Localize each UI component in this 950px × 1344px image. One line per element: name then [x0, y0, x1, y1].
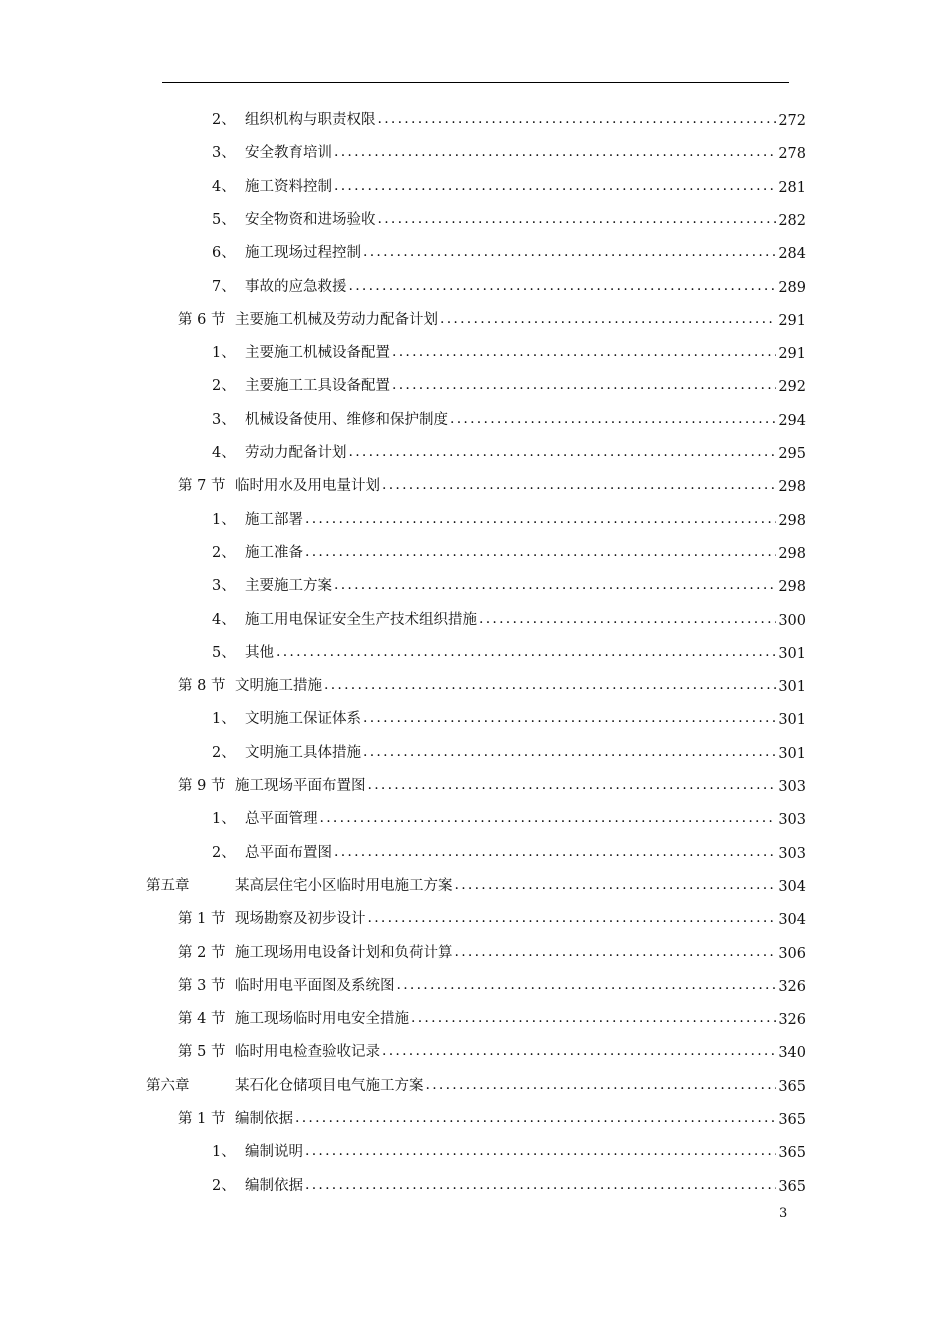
- toc-entry-number: 2、: [212, 744, 236, 761]
- dot-leader: [411, 1004, 776, 1028]
- toc-entry-number: 1、: [212, 1144, 236, 1161]
- dot-leader: [305, 1171, 776, 1195]
- dot-leader: [450, 405, 776, 429]
- toc-entry-page: 365: [778, 1178, 806, 1195]
- dot-leader: [334, 838, 776, 862]
- toc-entry[interactable]: [212, 538, 806, 562]
- toc-entry-page: 365: [778, 1078, 806, 1095]
- toc-entry-title: 某石化仓储项目电气施工方案: [235, 1077, 424, 1094]
- dot-leader: [440, 305, 776, 329]
- toc-entry[interactable]: [212, 1137, 806, 1161]
- toc-entry[interactable]: [212, 1171, 806, 1195]
- toc-entry-title: 施工部署: [245, 511, 303, 528]
- dot-leader: [382, 1037, 776, 1061]
- toc-entry-title: 主要施工机械及劳动力配备计划: [235, 311, 438, 328]
- toc-entry-page: 298: [778, 512, 806, 529]
- toc-entry-number: 第六章: [146, 1077, 190, 1094]
- toc-entry-number: 2、: [212, 844, 236, 861]
- toc-entry-page: 291: [778, 346, 806, 363]
- toc-entry-page: 281: [778, 179, 806, 196]
- toc-entry-title: 临时用水及用电量计划: [235, 478, 380, 495]
- dot-leader: [334, 571, 776, 595]
- toc-entry-title: 事故的应急救援: [245, 278, 347, 295]
- dot-leader: [392, 338, 776, 362]
- toc-entry[interactable]: [212, 172, 806, 196]
- toc-entry-number: 第 4 节: [178, 1011, 226, 1028]
- toc-entry-page: 303: [778, 845, 806, 862]
- toc-entry-title: 编制依据: [235, 1111, 293, 1127]
- toc-entry-title: 组织机构与职责权限: [245, 112, 376, 128]
- toc-entry[interactable]: [212, 804, 806, 828]
- dot-leader: [363, 704, 776, 728]
- toc-entry-number: 第 6 节: [178, 311, 226, 328]
- toc-entry-page: 365: [778, 1145, 806, 1162]
- toc-entry-number: 第 1 节: [178, 1111, 226, 1127]
- toc-entry-title: 施工准备: [245, 544, 303, 561]
- dot-leader: [334, 138, 776, 162]
- toc-entry-page: 340: [778, 1045, 806, 1062]
- toc-entry-page: 365: [778, 1112, 806, 1128]
- toc-entry-title: 某高层住宅小区临时用电施工方案: [235, 877, 453, 894]
- dot-leader: [382, 471, 776, 495]
- toc-entry-number: 5、: [212, 644, 236, 661]
- toc-entry-title: 现场勘察及初步设计: [235, 911, 366, 928]
- toc-entry-number: 4、: [212, 445, 236, 461]
- dot-leader: [320, 804, 777, 828]
- toc-entry-number: 7、: [212, 278, 236, 295]
- toc-entry-page: 301: [778, 645, 806, 662]
- toc-entry[interactable]: [178, 938, 806, 962]
- toc-entry-page: 326: [778, 1012, 806, 1029]
- toc-entry[interactable]: [212, 571, 806, 595]
- toc-entry-page: 303: [778, 812, 806, 829]
- toc-entry-title: 施工现场临时用电安全措施: [235, 1011, 409, 1028]
- page-number: 3: [779, 1206, 788, 1221]
- toc-entry-title: 劳动力配备计划: [245, 445, 347, 461]
- toc-entry[interactable]: [212, 105, 806, 129]
- toc-entry[interactable]: [212, 505, 806, 529]
- toc-entry-number: 第 8 节: [178, 678, 226, 695]
- toc-entry[interactable]: [178, 1037, 806, 1061]
- dot-leader: [305, 1137, 776, 1161]
- toc-entry-title: 文明施工措施: [235, 678, 322, 695]
- toc-entry-title: 总平面管理: [245, 811, 318, 828]
- dot-leader: [363, 738, 776, 762]
- toc-entry[interactable]: [212, 704, 806, 728]
- dot-leader: [349, 438, 777, 462]
- toc-entry-page: 298: [778, 579, 806, 596]
- toc-entry-title: 施工用电保证安全生产技术组织措施: [245, 611, 477, 628]
- toc-entry[interactable]: [212, 138, 806, 162]
- toc-entry-title: 文明施工具体措施: [245, 744, 361, 761]
- dot-leader: [426, 1071, 777, 1095]
- toc-entry-title: 临时用电检查验收记录: [235, 1044, 380, 1061]
- toc-entry-page: 295: [778, 446, 806, 462]
- dot-leader: [455, 871, 777, 895]
- dot-leader: [378, 205, 777, 229]
- toc-entry-page: 298: [778, 479, 806, 496]
- dot-leader: [397, 971, 777, 995]
- toc-entry[interactable]: [178, 671, 806, 695]
- toc-entry-page: 300: [778, 612, 806, 629]
- toc-entry-number: 第 7 节: [178, 478, 226, 495]
- toc-entry-page: 278: [778, 146, 806, 163]
- dot-leader: [368, 904, 777, 928]
- toc-entry[interactable]: [212, 338, 806, 362]
- toc-entry-title: 编制说明: [245, 1144, 303, 1161]
- toc-entry[interactable]: [212, 838, 806, 862]
- toc-entry-page: 301: [778, 679, 806, 696]
- toc-entry[interactable]: [212, 438, 806, 462]
- toc-entry-page: 301: [778, 712, 806, 729]
- toc-entry-number: 第 5 节: [178, 1044, 226, 1061]
- toc-entry-number: 3、: [212, 145, 236, 162]
- toc-entry-page: 284: [778, 246, 806, 263]
- toc-entry-title: 施工资料控制: [245, 178, 332, 195]
- toc-entry[interactable]: [178, 1104, 806, 1128]
- dot-leader: [363, 238, 776, 262]
- toc-entry-title: 其他: [245, 644, 274, 661]
- toc-entry-page: 292: [778, 379, 806, 396]
- toc-entry-number: 2、: [212, 378, 236, 395]
- toc-entry-number: 第 3 节: [178, 977, 226, 994]
- toc-entry[interactable]: [212, 272, 806, 296]
- toc-entry-number: 第 1 节: [178, 911, 226, 928]
- dot-leader: [295, 1104, 776, 1128]
- toc-entry-page: 294: [778, 412, 806, 429]
- toc-entry[interactable]: [178, 904, 806, 928]
- toc-entry[interactable]: [212, 738, 806, 762]
- toc-entry[interactable]: [178, 1004, 806, 1028]
- toc-entry-number: 第 2 节: [178, 944, 226, 961]
- toc-entry-title: 安全教育培训: [245, 145, 332, 162]
- toc-entry-page: 291: [778, 312, 806, 329]
- toc-entry-page: 303: [778, 779, 806, 795]
- toc-entry-title: 主要施工机械设备配置: [245, 345, 390, 362]
- toc-entry-page: 304: [778, 912, 806, 929]
- toc-entry-page: 301: [778, 745, 806, 762]
- toc-entry-page: 306: [778, 945, 806, 962]
- toc-entry[interactable]: [178, 471, 806, 495]
- toc-entry-title: 施工现场用电设备计划和负荷计算: [235, 944, 453, 961]
- toc-entry[interactable]: [212, 605, 806, 629]
- toc-entry-number: 3、: [212, 411, 236, 428]
- toc-entry-page: 298: [778, 545, 806, 562]
- dot-leader: [349, 272, 777, 296]
- toc-entry-number: 1、: [212, 345, 236, 362]
- toc-entry[interactable]: [212, 638, 806, 662]
- dot-leader: [392, 371, 776, 395]
- toc-entry-number: 1、: [212, 511, 236, 528]
- toc-entry[interactable]: [146, 1071, 806, 1095]
- dot-leader: [368, 771, 777, 795]
- toc-entry[interactable]: [146, 871, 806, 895]
- toc-entry-title: 机械设备使用、维修和保护制度: [245, 411, 448, 428]
- toc-entry-title: 主要施工工具设备配置: [245, 378, 390, 395]
- toc-entry-title: 文明施工保证体系: [245, 711, 361, 728]
- toc-entry-title: 施工现场平面布置图: [235, 778, 366, 794]
- toc-entry-number: 第 9 节: [178, 778, 226, 794]
- toc-entry-title: 总平面布置图: [245, 844, 332, 861]
- toc-entry-page: 326: [778, 978, 806, 995]
- dot-leader: [305, 505, 776, 529]
- toc-entry-page: 282: [778, 212, 806, 229]
- toc-entry-number: 4、: [212, 611, 236, 628]
- toc-entry-number: 1、: [212, 811, 236, 828]
- toc-entry-number: 2、: [212, 544, 236, 561]
- toc-entry-number: 3、: [212, 578, 236, 595]
- toc-entry-number: 第五章: [146, 877, 190, 894]
- dot-leader: [324, 671, 776, 695]
- toc-entry[interactable]: [212, 238, 806, 262]
- toc-entry-number: 4、: [212, 178, 236, 195]
- header-rule: [162, 82, 789, 83]
- toc-entry-number: 5、: [212, 211, 236, 228]
- dot-leader: [276, 638, 776, 662]
- toc-entry-page: 272: [778, 113, 806, 129]
- dot-leader: [334, 172, 776, 196]
- toc-entry[interactable]: [212, 371, 806, 395]
- dot-leader: [305, 538, 776, 562]
- toc-entry-number: 6、: [212, 245, 236, 262]
- toc-entry[interactable]: [178, 771, 806, 795]
- toc-entry-title: 编制依据: [245, 1177, 303, 1194]
- toc-entry[interactable]: [212, 205, 806, 229]
- toc-entry-number: 2、: [212, 1177, 236, 1194]
- dot-leader: [378, 105, 777, 129]
- toc-entry-number: 1、: [212, 711, 236, 728]
- toc-entry-page: 289: [778, 279, 806, 296]
- toc-entry-title: 临时用电平面图及系统图: [235, 977, 395, 994]
- dot-leader: [479, 605, 776, 629]
- toc-entry-title: 主要施工方案: [245, 578, 332, 595]
- toc-entry[interactable]: [178, 971, 806, 995]
- toc-entry-number: 2、: [212, 112, 236, 128]
- toc-entry-title: 施工现场过程控制: [245, 245, 361, 262]
- toc-entry[interactable]: [212, 405, 806, 429]
- toc-entry-title: 安全物资和进场验收: [245, 211, 376, 228]
- toc-entry[interactable]: [178, 305, 806, 329]
- toc-entry-page: 304: [778, 878, 806, 895]
- dot-leader: [455, 938, 777, 962]
